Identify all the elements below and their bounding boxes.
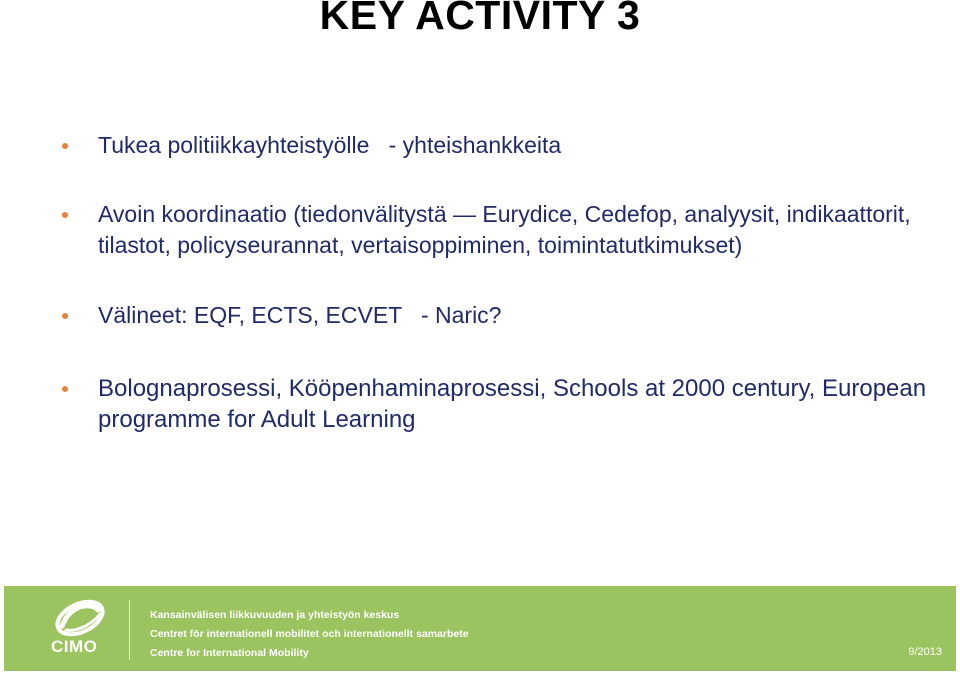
- slide-title: KEY ACTIVITY 3: [319, 0, 641, 38]
- bullet-text: Avoin koordinaatio (tiedonvälitystä — Eurydice, Cedefop, analyysit, indikaattorit, tilastot, policyseurannat, vertaisoppiminen, toimintatutkimukset): [98, 201, 911, 258]
- bullet-text: Bolognaprosessi, Kööpenhaminaprosessi, Schools at 2000 century, European programme for Adult Learning: [98, 375, 927, 433]
- bullet-item: [62, 373, 942, 435]
- bullet-list: [62, 130, 942, 435]
- bullet-dot-icon: [62, 143, 68, 149]
- footer-divider: [129, 600, 130, 660]
- bullet-item: [62, 199, 942, 261]
- footer-bar: [4, 586, 956, 671]
- bullet-text: Välineet: EQF, ECTS, ECVET - Naric?: [98, 302, 502, 328]
- org-line-fi: Kansainvälisen liikkuvuuden ja yhteistyön keskus: [150, 609, 400, 621]
- bullet-dot-icon: [62, 386, 68, 392]
- bullet-dot-icon: [62, 313, 68, 319]
- organization-names: [150, 606, 469, 663]
- bullet-text: Tukea politiikkayhteistyölle - yhteishankkeita: [98, 132, 562, 158]
- logo-text: CIMO: [51, 637, 98, 656]
- bullet-dot-icon: [62, 212, 68, 218]
- bullet-item: [62, 130, 942, 161]
- page-number: 9/2013: [908, 646, 942, 658]
- org-line-en: Centre for International Mobility: [150, 647, 309, 659]
- bullet-item: [62, 300, 942, 331]
- org-line-sv: Centret för internationell mobilitet och internationellt samarbete: [150, 628, 469, 640]
